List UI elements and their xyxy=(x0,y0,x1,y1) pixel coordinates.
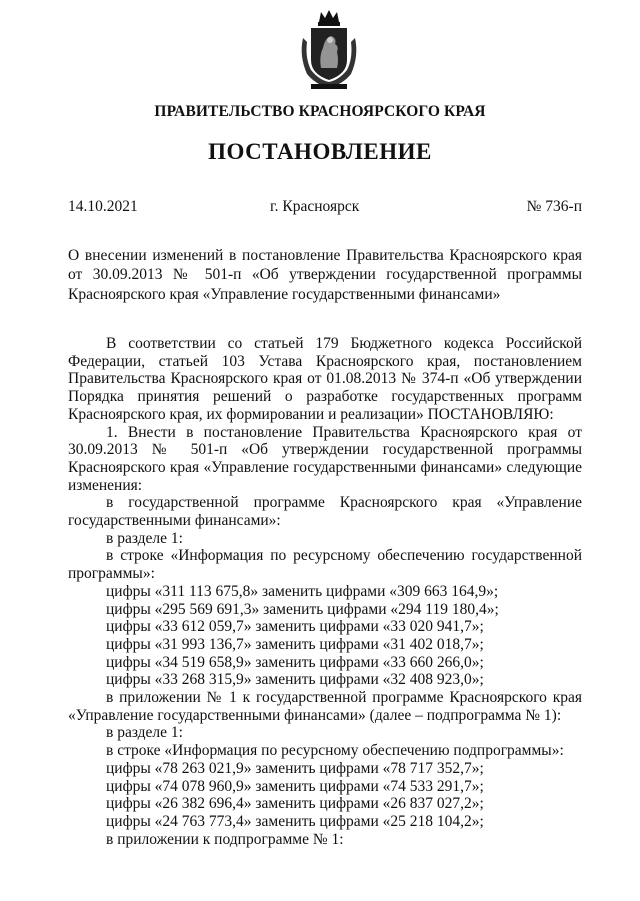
replacement-line: цифры «33 612 059,7» заменить цифрами «33 020 941,7»; xyxy=(106,618,484,636)
paragraph-appendix-subprogram: в приложении к подпрограмме № 1: xyxy=(106,830,344,848)
document-date: 14.10.2021 xyxy=(68,198,138,215)
paragraph-resource-row: в строке «Информация по ресурсному обеспечению государственной программы»: xyxy=(68,547,582,583)
document-city: г. Красноярск xyxy=(270,198,360,215)
organization-name: ПРАВИТЕЛЬСТВО КРАСНОЯРСКОГО КРАЯ xyxy=(154,103,486,120)
paragraph-section-1: в разделе 1: xyxy=(106,724,183,742)
replacement-line: цифры «34 519 658,9» заменить цифрами «33 660 266,0»; xyxy=(106,653,484,671)
replacement-line: цифры «78 263 021,9» заменить цифрами «78 717 352,7»; xyxy=(106,759,484,777)
paragraph-program: в государственной программе Красноярского края «Управление государственными финансами»: xyxy=(68,494,582,530)
document-subject: О внесении изменений в постановление Правительства Красноярского края от 30.09.2013 № 501-п «Об утверждении государственной программы Красноярского края «Управление государственными финансами» xyxy=(68,247,582,303)
paragraph-preamble: В соответствии со статьей 179 Бюджетного кодекса Российской Федерации, статьей 103 Устава Красноярского края, постановлением Правительства Красноярского края от 01.08.2013 № 374-п «Об утверждении Порядка принятия решений о разработке государственных программ Красноярского края, их формировании и реализации» ПОСТАНОВЛЯЮ: xyxy=(68,335,582,423)
replacement-line: цифры «74 078 960,9» заменить цифрами «74 533 291,7»; xyxy=(106,777,484,795)
paragraph-appendix-1: в приложении № 1 к государственной программе Красноярского края «Управление государственными финансами» (далее – подпрограмма № 1): xyxy=(68,689,582,724)
document-type-title: ПОСТАНОВЛЕНИЕ xyxy=(208,139,432,164)
replacement-line: цифры «26 382 696,4» заменить цифрами «26 837 027,2»; xyxy=(106,795,484,813)
krasnoyarsk-coat-of-arms-icon xyxy=(297,8,361,92)
replacement-line: цифры «311 113 675,8» заменить цифрами «309 663 164,9»; xyxy=(106,582,499,600)
paragraph-item-1: 1. Внести в постановление Правительства Красноярского края от 30.09.2013 № 501-п «Об утверждении государственной программы Красноярского края «Управление государственными финансами» следующие изменения: xyxy=(68,423,582,494)
replacement-line: цифры «295 569 691,3» заменить цифрами «294 119 180,4»; xyxy=(106,600,499,618)
replacement-line: цифры «33 268 315,9» заменить цифрами «32 408 923,0»; xyxy=(106,671,484,689)
paragraph-section-1: в разделе 1: xyxy=(106,529,183,547)
paragraph-resource-row: в строке «Информация по ресурсному обеспечению подпрограммы»: xyxy=(106,742,564,760)
replacement-line: цифры «31 993 136,7» заменить цифрами «31 402 018,7»; xyxy=(106,635,484,653)
replacement-line: цифры «24 763 773,4» заменить цифрами «25 218 104,2»; xyxy=(106,812,484,830)
document-number: № 736-п xyxy=(526,198,582,215)
document-body xyxy=(68,335,582,848)
